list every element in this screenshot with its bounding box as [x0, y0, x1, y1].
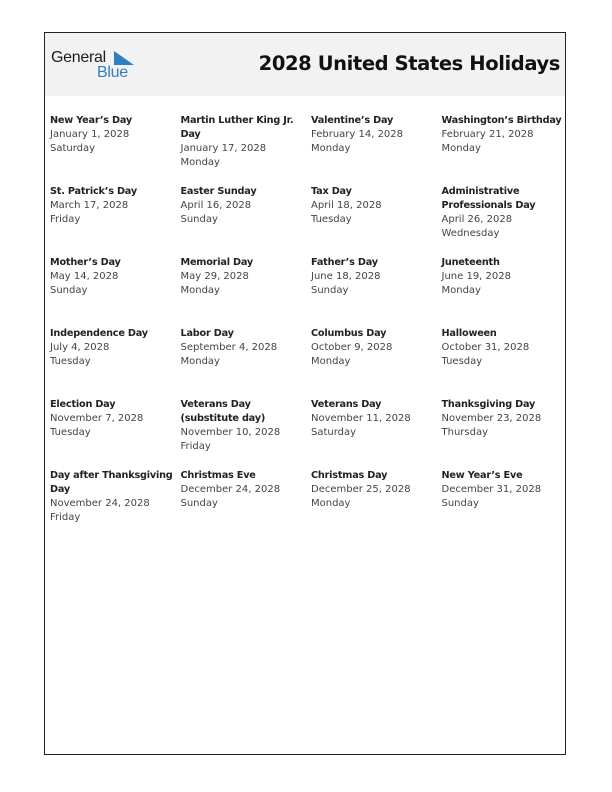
holiday-item: [442, 114, 567, 156]
holiday-date: December 25, 2028: [311, 484, 411, 495]
holiday-item: [311, 469, 436, 511]
holiday-date: February 14, 2028: [311, 129, 404, 140]
holiday-weekday: Saturday: [50, 143, 96, 154]
holiday-row: [50, 114, 565, 185]
holiday-date: November 7, 2028: [50, 413, 144, 424]
holiday-weekday: Monday: [311, 498, 351, 509]
holiday-name: Martin Luther King Jr. Day: [180, 115, 294, 140]
holiday-item: [181, 469, 306, 511]
holiday-weekday: Monday: [180, 285, 220, 296]
holiday-weekday: Monday: [180, 157, 220, 168]
holiday-weekday: Friday: [50, 512, 81, 523]
holiday-name: Juneteenth: [441, 257, 500, 268]
holiday-item: [442, 185, 567, 241]
holiday-name: Columbus Day: [311, 328, 387, 339]
holiday-name: New Year’s Day: [50, 115, 133, 126]
holiday-name: Veterans Day: [311, 399, 382, 410]
holiday-row: [50, 469, 565, 540]
holiday-name: Independence Day: [50, 328, 148, 339]
holiday-item: [442, 398, 567, 440]
holiday-row: [50, 256, 565, 327]
holiday-weekday: Sunday: [441, 498, 479, 509]
holiday-item: [50, 398, 175, 440]
holiday-item: [311, 398, 436, 440]
holiday-item: [181, 114, 306, 170]
holiday-name: Easter Sunday: [180, 186, 257, 197]
holiday-date: February 21, 2028: [441, 129, 534, 140]
holiday-item: [442, 327, 567, 369]
holiday-item: [50, 469, 175, 525]
holiday-weekday: Saturday: [311, 427, 357, 438]
holiday-item: [50, 327, 175, 369]
holiday-date: October 9, 2028: [311, 342, 393, 353]
holiday-weekday: Friday: [180, 441, 211, 452]
holiday-item: [50, 114, 175, 156]
holiday-name: Election Day: [50, 399, 116, 410]
holiday-weekday: Monday: [180, 356, 220, 367]
holiday-weekday: Monday: [311, 143, 351, 154]
header: [45, 33, 565, 96]
holiday-weekday: Monday: [441, 143, 481, 154]
holiday-item: [311, 256, 436, 298]
holiday-grid: [50, 114, 565, 540]
page-title: 2028 United States Holidays: [258, 52, 560, 75]
holiday-row: [50, 398, 565, 469]
holiday-weekday: Sunday: [180, 498, 218, 509]
logo-general-text: General: [51, 49, 106, 66]
holiday-date: January 17, 2028: [180, 143, 267, 154]
holiday-item: [311, 185, 436, 227]
holiday-date: November 23, 2028: [441, 413, 542, 424]
holiday-weekday: Monday: [311, 356, 351, 367]
logo: [51, 47, 141, 81]
holiday-item: [181, 327, 306, 369]
holiday-name: Christmas Eve: [180, 470, 256, 481]
holiday-name: New Year’s Eve: [441, 470, 523, 481]
holiday-name: Washington’s Birthday: [441, 115, 562, 126]
holiday-name: Veterans Day (substitute day): [180, 399, 266, 424]
holiday-weekday: Friday: [50, 214, 81, 225]
holiday-date: April 16, 2028: [180, 200, 252, 211]
holiday-item: [442, 256, 567, 298]
holiday-date: June 18, 2028: [311, 271, 381, 282]
holiday-date: December 24, 2028: [180, 484, 281, 495]
holiday-name: Thanksgiving Day: [441, 399, 536, 410]
holiday-name: Tax Day: [311, 186, 352, 197]
holiday-date: April 18, 2028: [311, 200, 382, 211]
logo-blue-text: Blue: [97, 64, 128, 81]
holiday-item: [442, 469, 567, 511]
holiday-item: [181, 185, 306, 227]
holiday-weekday: Tuesday: [311, 214, 352, 225]
holiday-name: Mother’s Day: [50, 257, 121, 268]
holiday-item: [50, 256, 175, 298]
holiday-item: [181, 398, 306, 454]
holiday-weekday: Sunday: [311, 285, 349, 296]
holiday-weekday: Tuesday: [441, 356, 483, 367]
holiday-name: Labor Day: [180, 328, 234, 339]
holiday-weekday: Monday: [441, 285, 481, 296]
holiday-date: April 26, 2028: [441, 214, 513, 225]
holiday-item: [311, 114, 436, 156]
holiday-weekday: Sunday: [50, 285, 88, 296]
holiday-date: July 4, 2028: [50, 342, 110, 353]
holiday-name: Valentine’s Day: [311, 115, 394, 126]
holiday-row: [50, 327, 565, 398]
holiday-name: Memorial Day: [180, 257, 253, 268]
logo-triangle-icon: [114, 51, 136, 65]
holiday-date: November 24, 2028: [50, 498, 150, 509]
holiday-date: January 1, 2028: [50, 129, 130, 140]
holiday-weekday: Thursday: [441, 427, 488, 438]
holiday-name: Father’s Day: [311, 257, 378, 268]
holiday-weekday: Sunday: [180, 214, 218, 225]
holiday-item: [311, 327, 436, 369]
holiday-date: December 31, 2028: [441, 484, 542, 495]
holiday-date: May 29, 2028: [180, 271, 249, 282]
holiday-weekday: Wednesday: [441, 228, 500, 239]
holiday-date: June 19, 2028: [441, 271, 511, 282]
page: [44, 32, 566, 755]
holiday-weekday: Tuesday: [50, 427, 91, 438]
holiday-date: November 10, 2028: [180, 427, 281, 438]
holiday-name: Christmas Day: [311, 470, 388, 481]
holiday-date: October 31, 2028: [441, 342, 530, 353]
holiday-date: May 14, 2028: [50, 271, 119, 282]
holiday-name: St. Patrick’s Day: [50, 186, 137, 197]
holiday-row: [50, 185, 565, 256]
holiday-weekday: Tuesday: [50, 356, 91, 367]
holiday-name: Administrative Professionals Day: [441, 186, 536, 211]
holiday-date: November 11, 2028: [311, 413, 411, 424]
holiday-item: [50, 185, 175, 227]
holiday-item: [181, 256, 306, 298]
holiday-name: Halloween: [441, 328, 497, 339]
holiday-date: September 4, 2028: [180, 342, 278, 353]
holiday-name: Day after Thanksgiving Day: [50, 470, 173, 495]
holiday-date: March 17, 2028: [50, 200, 129, 211]
